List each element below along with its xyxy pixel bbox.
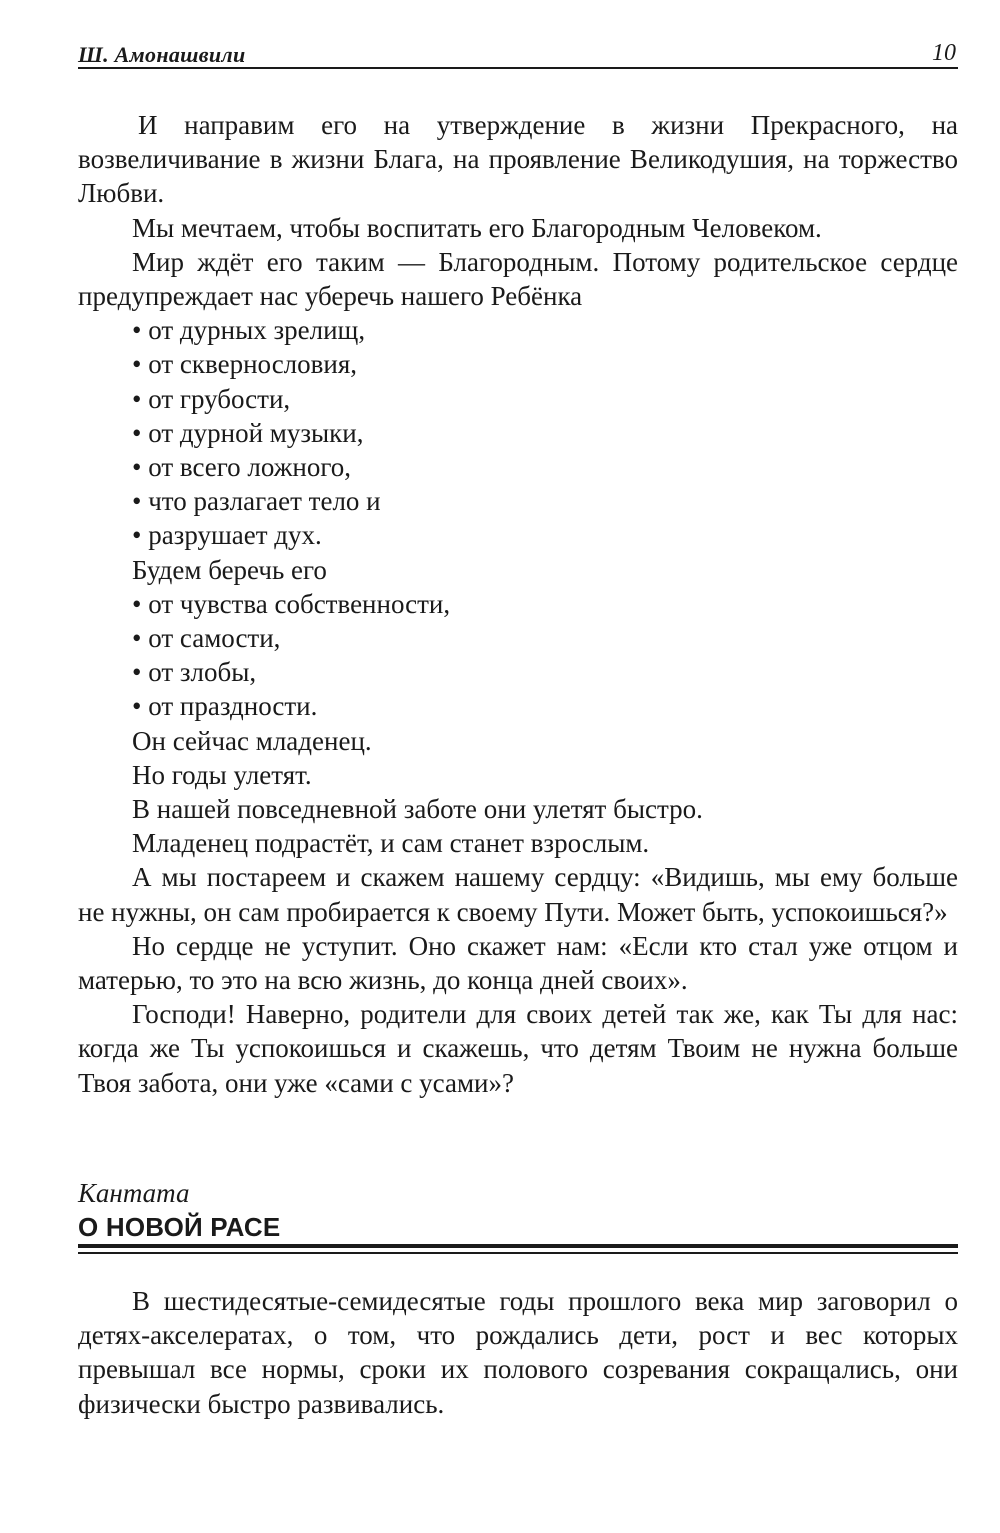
main-text bbox=[78, 108, 958, 1100]
list-item: • от чувства собственности, bbox=[132, 588, 451, 619]
paragraph: В шестидесятые-семидесятые годы прошлого века мир заговорил о детях-акселератах, о том, что рождались дети, рост и вес которых превышал все нормы, сроки их полового созревания сокращались, они физически быстро развивались. bbox=[78, 1286, 958, 1419]
running-header bbox=[78, 40, 958, 70]
list-item: • от злобы, bbox=[132, 657, 257, 688]
list-item: • от всего ложного, bbox=[132, 452, 351, 483]
divider-thick-line bbox=[78, 1244, 958, 1248]
text-line: Но годы улетят. bbox=[132, 759, 312, 790]
list-item: • от дурной музыки, bbox=[132, 417, 364, 448]
divider-thin-line bbox=[78, 1252, 958, 1254]
paragraph: Мир ждёт его таким — Благородным. Потому родительское сердце предупреждает нас уберечь нашего Ребёнка bbox=[78, 246, 958, 312]
section-heading bbox=[78, 1176, 958, 1244]
section-divider bbox=[78, 1244, 958, 1256]
paragraph: Но сердце не уступит. Оно скажет нам: «Если кто стал уже отцом и матерью, то это на всю жизнь, до конца дней своих». bbox=[78, 930, 958, 996]
section-title: О НОВОЙ РАСЕ bbox=[78, 1212, 281, 1242]
list-item: • от праздности. bbox=[132, 691, 318, 722]
list-item: • от сквернословия, bbox=[132, 349, 358, 380]
list-item: • от самости, bbox=[132, 623, 281, 654]
header-author: Ш. Амонашвили bbox=[78, 42, 246, 67]
page-number: 10 bbox=[932, 40, 956, 66]
text-line: Он сейчас младенец. bbox=[132, 725, 372, 756]
paragraph: И направим его на утверждение в жизни Прекрасного, на возвеличивание в жизни Блага, на проявление Великодушия, на торжество Любви. bbox=[78, 110, 958, 209]
section-label: Кантата bbox=[78, 1178, 190, 1208]
list-item: • разрушает дух. bbox=[132, 520, 322, 551]
paragraph: Господи! Наверно, родители для своих детей так же, как Ты для нас: когда же Ты успокоишься и скажешь, что детям Твоим не нужна больше Твоя забота, они уже «сами с усами»? bbox=[78, 999, 958, 1098]
list-item: • что разлагает тело и bbox=[132, 486, 381, 517]
paragraph: Мы мечтаем, чтобы воспитать его Благородным Человеком. bbox=[132, 212, 822, 243]
header-rule bbox=[78, 67, 958, 69]
section-text bbox=[78, 1284, 958, 1421]
text-line: Младенец подрастёт, и сам станет взрослым. bbox=[132, 828, 650, 859]
paragraph: А мы постареем и скажем нашему сердцу: «Видишь, мы ему больше не нужны, он сам пробирается к своему Пути. Может быть, успокоишься?» bbox=[78, 862, 958, 927]
text-line: Будем беречь его bbox=[132, 554, 327, 585]
list-item: • от дурных зрелищ, bbox=[132, 315, 366, 346]
list-item: • от грубости, bbox=[132, 383, 291, 414]
text-line: В нашей повседневной заботе они улетят быстро. bbox=[132, 794, 703, 825]
